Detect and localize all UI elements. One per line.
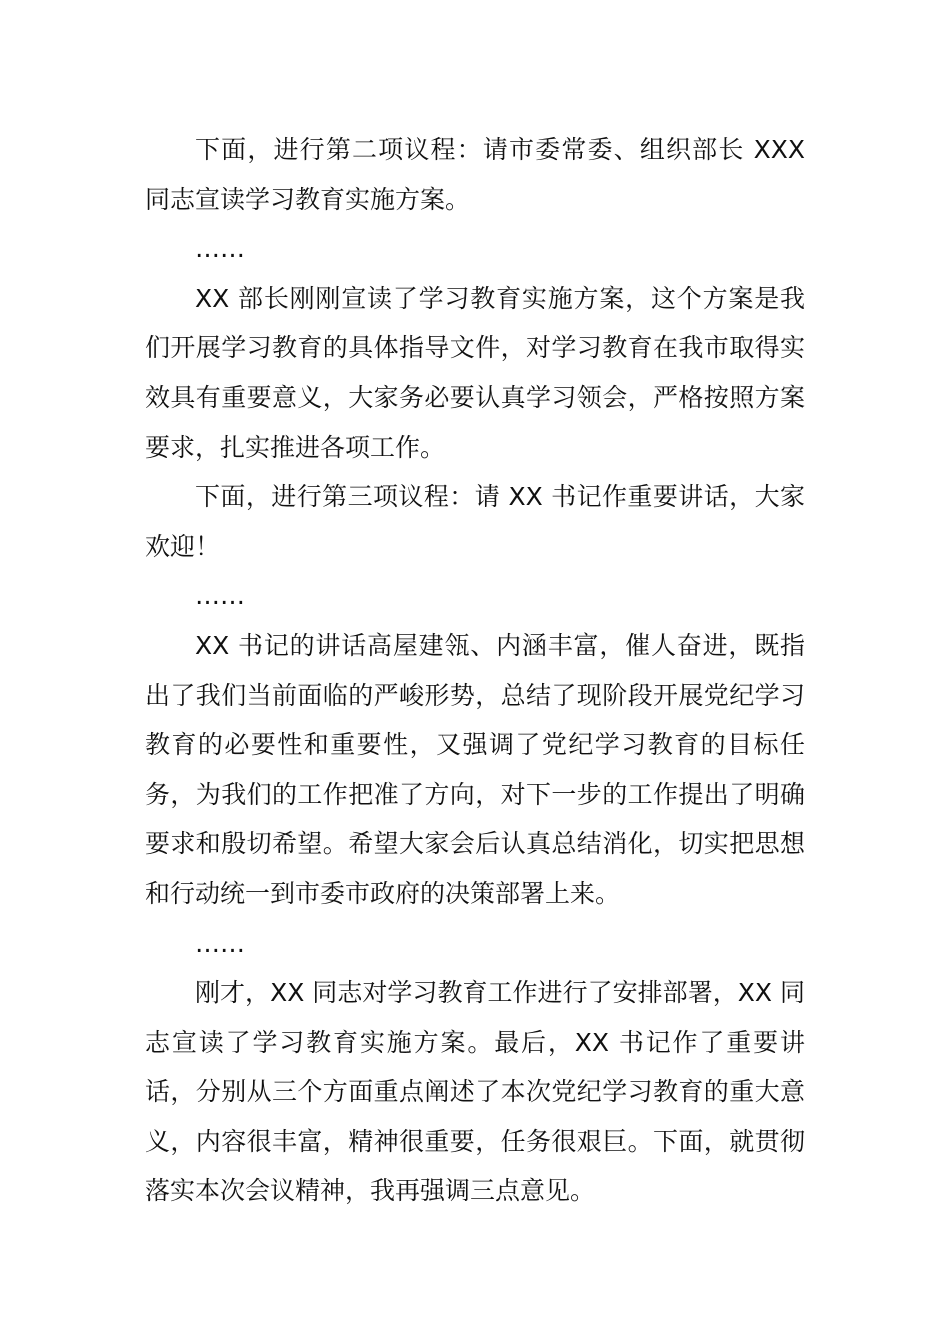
document-body [145, 125, 805, 1216]
paragraph-speech-summary: XX 书记的讲话高屋建瓴、内涵丰富，催人奋进，既指出了我们当前面临的严峻形势，总结了现阶段开展党纪学习教育的必要性和重要性，又强调了党纪学习教育的目标任务，为我们的工作把准了方向，对下一步的工作提出了明确要求和殷切希望。希望大家会后认真总结消化，切实把思想和行动统一到市委市政府的决策部署上来。 [145, 630, 805, 908]
paragraph-agenda-item-2: 下面，进行第二项议程：请市委常委、组织部长 XXX 同志宣读学习教育实施方案。 [145, 135, 805, 214]
paragraph-plan-remarks: XX 部长刚刚宣读了学习教育实施方案，这个方案是我们开展学习教育的具体指导文件，对学习教育在我市取得实效具有重要意义，大家务必要认真学习领会，严格按照方案要求，扎实推进各项工作。 [145, 283, 805, 462]
ellipsis-paragraph: …… [195, 581, 245, 611]
paragraph-closing-remarks: 刚才，XX 同志对学习教育工作进行了安排部署，XX 同志宣读了学习教育实施方案。最后，XX 书记作了重要讲话，分别从三个方面重点阐述了本次党纪学习教育的重大意义，内容很丰富，精神很重要，任务很艰巨。下面，就贯彻落实本次会议精神，我再强调三点意见。 [145, 978, 805, 1206]
ellipsis-paragraph: …… [195, 928, 245, 958]
ellipsis-paragraph: …… [195, 234, 245, 264]
paragraph-agenda-item-3: 下面，进行第三项议程：请 XX 书记作重要讲话，大家欢迎！ [145, 482, 805, 561]
